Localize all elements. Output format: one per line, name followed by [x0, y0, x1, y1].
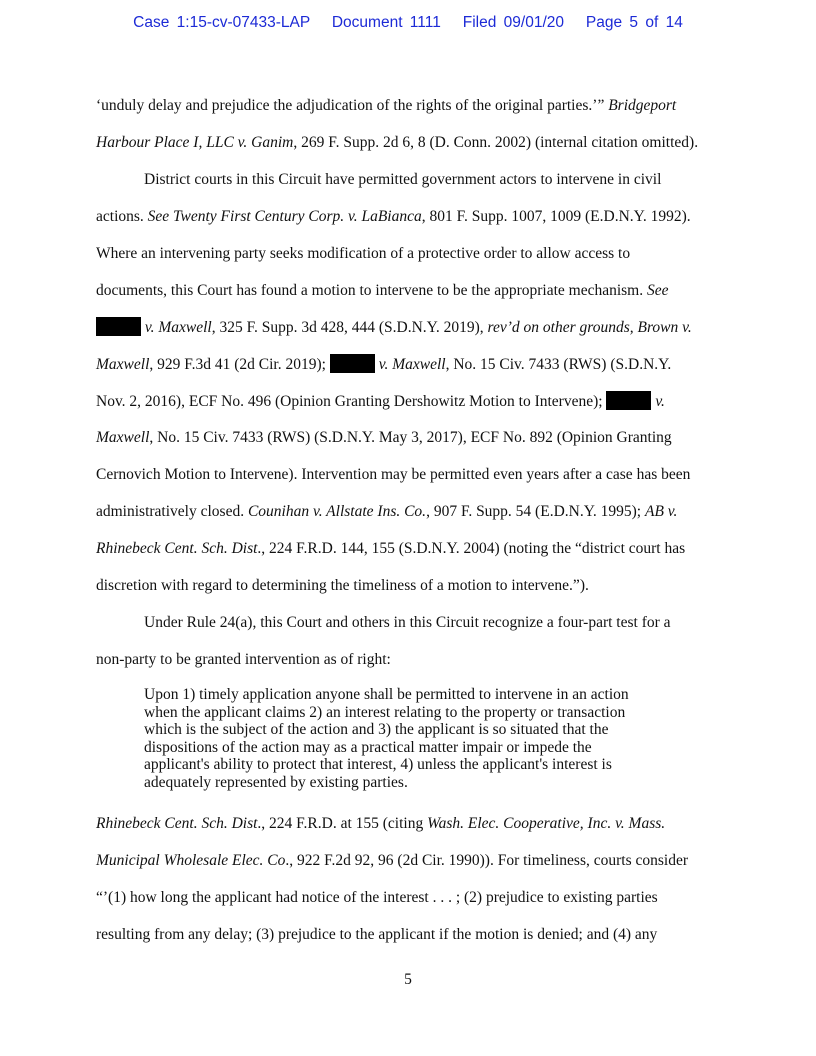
text-line: Where an intervening party seeks modification of a protective order to allow access to	[96, 245, 631, 262]
block-quote-line: adequately represented by existing parties.	[144, 773, 408, 791]
text-line: discretion with regard to determining the timeliness of a motion to intervene.”).	[96, 577, 589, 594]
text-line: resulting from any delay; (3) prejudice to the applicant if the motion is denied; and (4) any	[96, 926, 658, 943]
page-number: 5	[404, 971, 412, 988]
case-header: Case 1:15-cv-07433-LAP Document 1111 Filed 09/01/20 Page 5 of 14	[133, 14, 683, 31]
text-line: Cernovich Motion to Intervene). Intervention may be permitted even years after a case has been	[96, 466, 691, 483]
text-line: ‘unduly delay and prejudice the adjudication of the rights of the original parties.’” Bridgeport	[96, 97, 677, 114]
text-line: non-party to be granted intervention as of right:	[96, 651, 391, 668]
text-line: Nov. 2, 2016), ECF No. 496 (Opinion Granting Dershowitz Motion to Intervene); v.	[96, 393, 665, 410]
redaction-box	[606, 391, 651, 410]
text-line: Rhinebeck Cent. Sch. Dist., 224 F.R.D. at 155 (citing Wash. Elec. Cooperative, Inc. v. Mass.	[96, 815, 666, 832]
text-line: Under Rule 24(a), this Court and others in this Circuit recognize a four-part test for a	[144, 614, 671, 631]
text-line: Municipal Wholesale Elec. Co., 922 F.2d 92, 96 (2d Cir. 1990)). For timeliness, courts consider	[96, 852, 688, 869]
text-line: Maxwell, 929 F.3d 41 (2d Cir. 2019); v. Maxwell, No. 15 Civ. 7433 (RWS) (S.D.N.Y.	[96, 356, 672, 373]
text-line: Harbour Place I, LLC v. Ganim, 269 F. Supp. 2d 6, 8 (D. Conn. 2002) (internal citation omitted).	[96, 134, 699, 151]
text-line: District courts in this Circuit have permitted government actors to intervene in civil	[144, 171, 662, 188]
text-line: administratively closed. Counihan v. Allstate Ins. Co., 907 F. Supp. 54 (E.D.N.Y. 1995); AB v.	[96, 503, 678, 520]
text-line: Maxwell, No. 15 Civ. 7433 (RWS) (S.D.N.Y. May 3, 2017), ECF No. 892 (Opinion Granting	[96, 429, 672, 446]
text-line: “’(1) how long the applicant had notice of the interest . . . ; (2) prejudice to existing parties	[96, 889, 658, 906]
block-quote-line: which is the subject of the action and 3) the applicant is so situated that the	[144, 721, 609, 738]
redaction-box	[96, 317, 141, 336]
block-quote-line: dispositions of the action may as a practical matter impair or impede the	[144, 738, 592, 756]
block-quote-line: Upon 1) timely application anyone shall be permitted to intervene in an action	[144, 686, 629, 703]
block-quote-line: when the applicant claims 2) an interest relating to the property or transaction	[144, 703, 626, 721]
redaction-box	[330, 354, 375, 373]
text-line: actions. See Twenty First Century Corp. v. LaBianca, 801 F. Supp. 1007, 1009 (E.D.N.Y. 1992).	[96, 208, 691, 225]
text-line: documents, this Court has found a motion to intervene to be the appropriate mechanism. See	[96, 282, 669, 299]
text-line: Rhinebeck Cent. Sch. Dist., 224 F.R.D. 144, 155 (S.D.N.Y. 2004) (noting the “district court has	[96, 540, 686, 557]
block-quote-line: applicant's ability to protect that interest, 4) unless the applicant's interest is	[144, 756, 612, 773]
text-line: v. Maxwell, 325 F. Supp. 3d 428, 444 (S.D.N.Y. 2019), rev’d on other grounds, Brown v.	[96, 317, 692, 338]
